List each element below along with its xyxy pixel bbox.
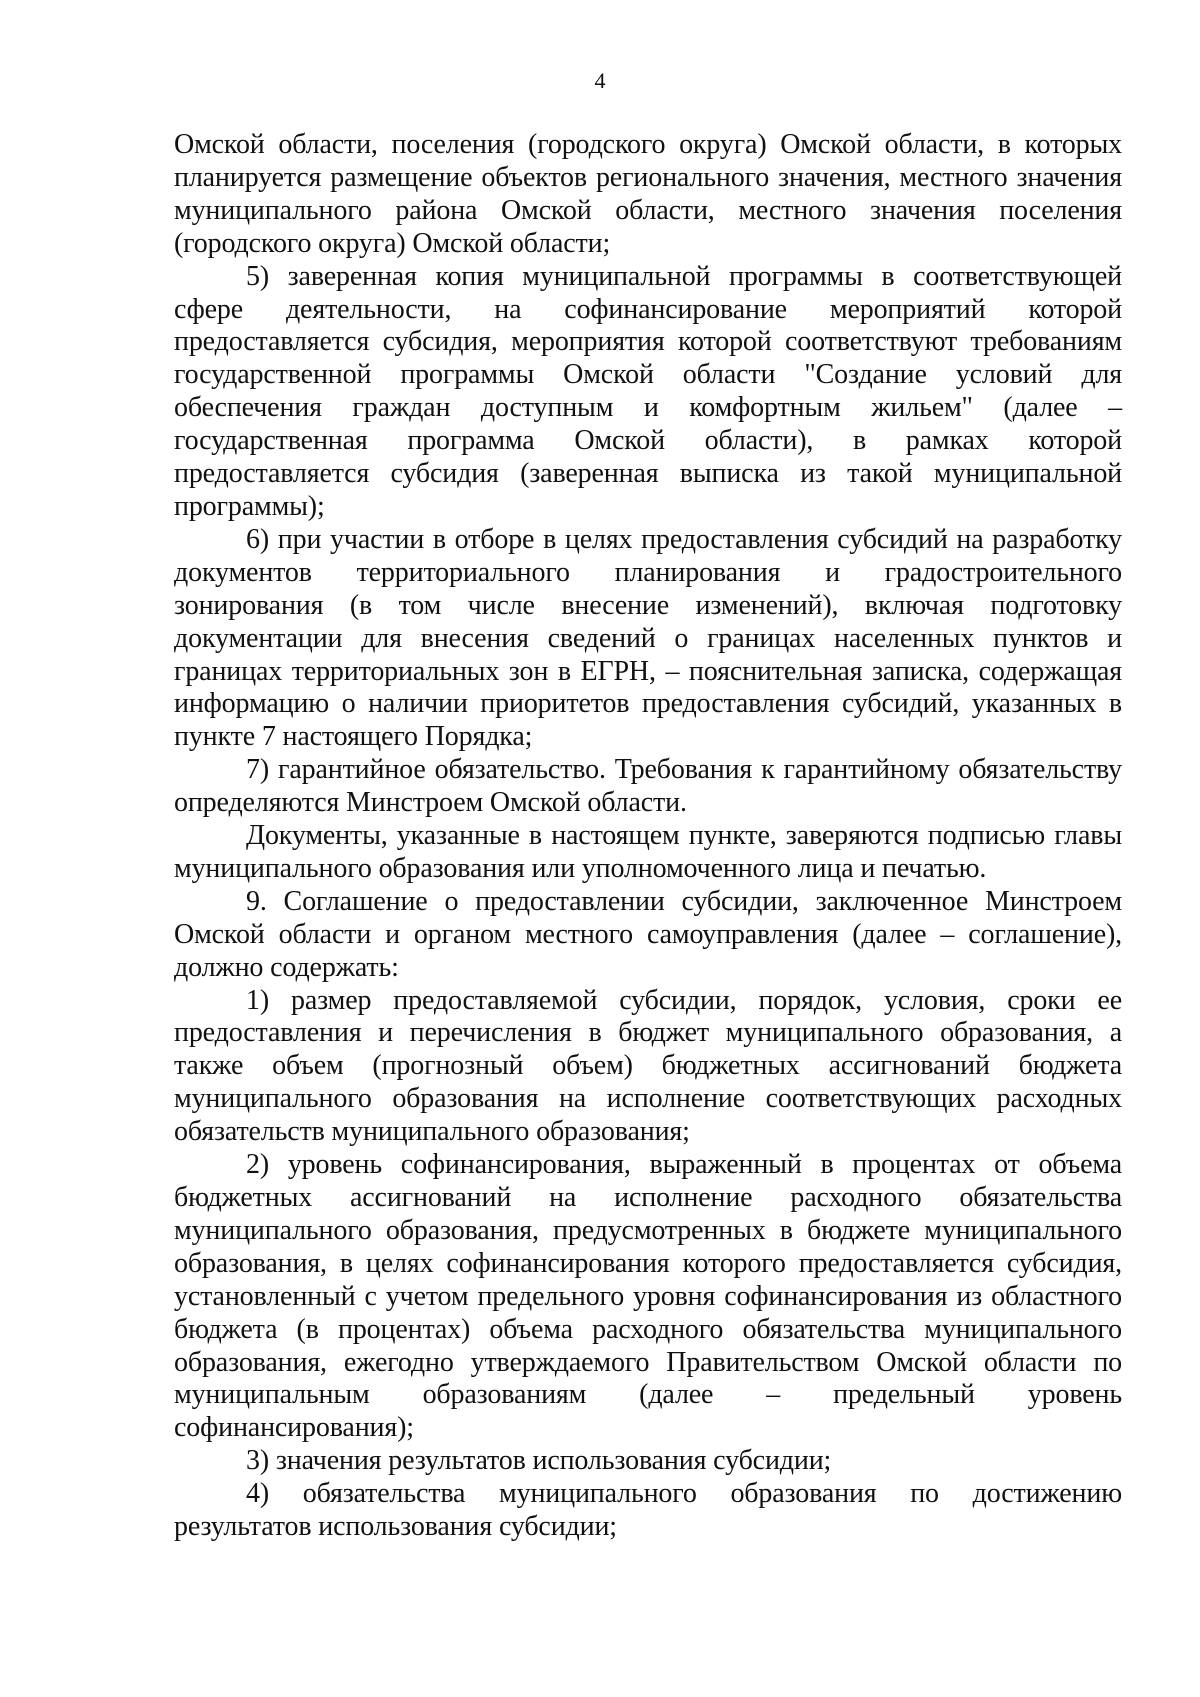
document-body xyxy=(174,129,1122,1544)
clause-9-item-4: 4) обязательства муниципального образования по достижению результатов использования субсидии; xyxy=(174,1478,1122,1543)
list-item-6: 6) при участии в отборе в целях предоставления субсидий на разработку документов территориального планирования и градостроительного зонирования (в том числе внесение изменений), включая подготовку документации для внесения сведений о границах населенных пунктов и границах территориальных зон в ЕГРН, – пояснительная записка, содержащая информацию о наличии приоритетов предоставления субсидий, указанных в пункте 7 настоящего Порядка; xyxy=(174,523,1122,753)
page-number: 4 xyxy=(594,68,606,93)
clause-9: 9. Соглашение о предоставлении субсидии, заключенное Минстроем Омской области и органом местного самоуправления (далее – соглашение), должно содержать: xyxy=(174,885,1122,983)
paragraph-continuation: Омской области, поселения (городского округа) Омской области, в которых планируется размещение объектов регионального значения, местного значения муниципального района Омской области, местного значения поселения (городского округа) Омской области; xyxy=(174,129,1122,259)
documents-certification-paragraph: Документы, указанные в настоящем пункте, заверяются подписью главы муниципального образования или уполномоченного лица и печатью. xyxy=(174,820,1122,884)
list-item-7: 7) гарантийное обязательство. Требования к гарантийному обязательству определяются Минстроем Омской области. xyxy=(174,754,1122,819)
clause-9-item-1: 1) размер предоставляемой субсидии, порядок, условия, сроки ее предоставления и перечисления в бюджет муниципального образования, а также объем (прогнозный объем) бюджетных ассигнований бюджета муниципального образования на исполнение соответствующих расходных обязательств муниципального образования; xyxy=(174,984,1122,1148)
clause-9-item-2: 2) уровень софинансирования, выраженный в процентах от объема бюджетных ассигнований на исполнение расходного обязательства муниципального образования, предусмотренных в бюджете муниципального образования, в целях софинансирования которого предоставляется субсидия, установленный с учетом предельного уровня софинансирования из областного бюджета (в процентах) объема расходного обязательства муниципального образования, ежегодно утверждаемого Правительством Омской области по муниципальным образованиям (далее – предельный уровень софинансирования); xyxy=(174,1149,1122,1444)
list-item-5: 5) заверенная копия муниципальной программы в соответствующей сфере деятельности, на софинансирование мероприятий которой предоставляется субсидия, мероприятия которой соответствуют требованиям государственной программы Омской области "Создание условий для обеспечения граждан доступным и комфортным жильем" (далее – государственная программа Омской области), в рамках которой предоставляется субсидия (заверенная выписка из такой муниципальной программы); xyxy=(174,260,1122,522)
clause-9-item-3: 3) значения результатов использования субсидии; xyxy=(246,1445,832,1477)
